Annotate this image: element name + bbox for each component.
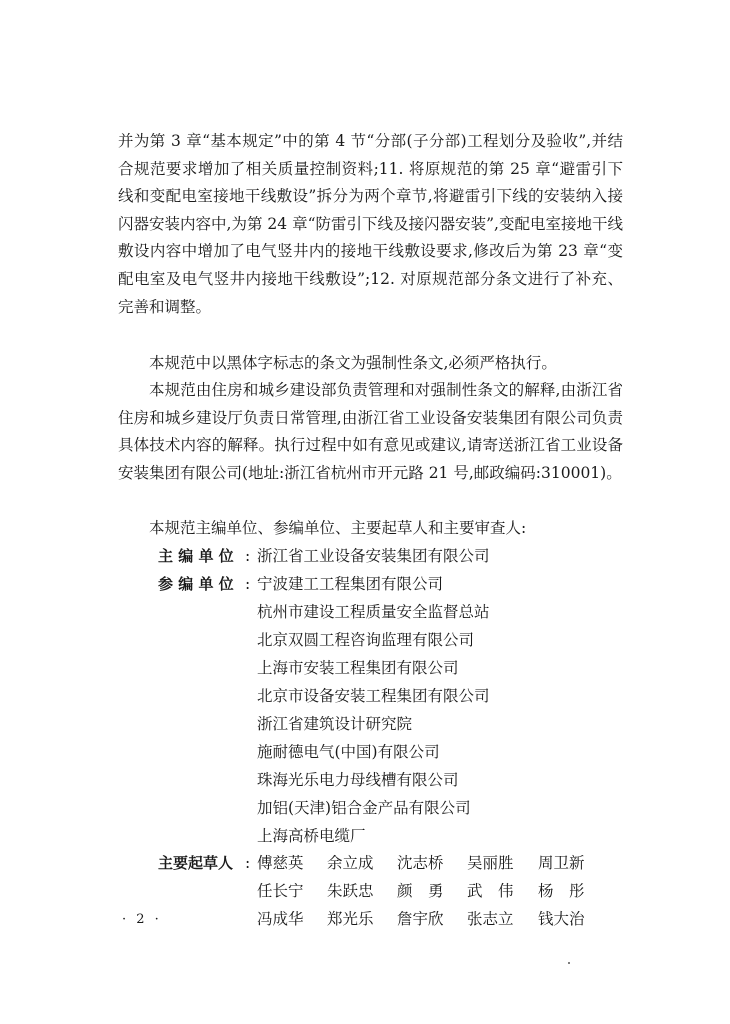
drafter-name: 朱跃忠 bbox=[327, 882, 374, 900]
participating-units-colon: : bbox=[245, 575, 251, 593]
participating-unit: 北京市设备安装工程集团有限公司 bbox=[257, 687, 490, 705]
chief-unit-value: 浙江省工业设备安装集团有限公司 bbox=[257, 547, 490, 565]
drafter-name: 沈志桥 bbox=[397, 854, 444, 872]
drafters-colon: : bbox=[245, 854, 251, 872]
participating-unit: 杭州市建设工程质量安全监督总站 bbox=[257, 603, 490, 621]
paragraph-list-intro: 本规范主编单位、参编单位、主要起草人和主要审查人: bbox=[149, 519, 527, 537]
participating-unit: 珠海光乐电力母线槽有限公司 bbox=[257, 771, 459, 789]
participating-unit: 上海市安装工程集团有限公司 bbox=[257, 659, 459, 677]
paragraph-management: 本规范由住房和城乡建设部负责管理和对强制性条文的解释,由浙江省住房和城乡建设厅负责日常管理,由浙江省工业设备安装集团有限公司负责具体技术内容的解释。执行过程中如有意见或建议,请寄送浙江省工业设备安装集团有限公司(地址:浙江省杭州市开元路 21 号,邮政编码:310001)。 bbox=[118, 381, 623, 482]
scan-speck bbox=[568, 962, 570, 964]
drafter-name: 武 伟 bbox=[467, 882, 514, 900]
participating-unit: 上海高桥电缆厂 bbox=[257, 827, 366, 845]
drafter-name: 张志立 bbox=[467, 910, 514, 928]
paragraph-mandatory-clauses: 本规范中以黑体字标志的条文为强制性条文,必须严格执行。 bbox=[149, 354, 557, 372]
participating-unit: 北京双圆工程咨询监理有限公司 bbox=[257, 631, 475, 649]
drafter-name: 詹宇欣 bbox=[397, 910, 444, 928]
participating-units-row bbox=[0, 570, 730, 598]
drafters-row bbox=[0, 849, 730, 877]
drafter-name: 任长宁 bbox=[257, 882, 304, 900]
page-number: · 2 · bbox=[122, 912, 162, 927]
participating-unit: 加铝(天津)铝合金产品有限公司 bbox=[257, 799, 471, 817]
participating-unit: 宁波建工工程集团有限公司 bbox=[257, 575, 444, 593]
chief-unit-colon: : bbox=[245, 547, 251, 565]
participating-unit: 施耐德电气(中国)有限公司 bbox=[257, 743, 440, 761]
drafter-name: 余立成 bbox=[327, 854, 374, 872]
drafter-name: 周卫新 bbox=[538, 854, 585, 872]
chief-unit-label: 主 编 单 位 bbox=[158, 547, 234, 565]
chief-unit-row bbox=[0, 542, 730, 570]
participating-units-label: 参 编 单 位 bbox=[158, 575, 234, 593]
drafters-label: 主要起草人 bbox=[158, 854, 234, 872]
paragraph-continuation: 并为第 3 章“基本规定”中的第 4 节“分部(子分部)工程划分及验收”,并结合规范要求增加了相关质量控制资料;11. 将原规范的第 25 章“避雷引下线和变配电室接地干线敷设”拆分为两个章节,将避雷引下线的安装纳入接闪器安装内容中,为第 24 章“防雷引下线及接闪器安装”,变配电室接地干线敷设内容中增加了电气竖井内的接地干线敷设要求,修改后为第 23 章“变配电室及电气竖井内接地干线敷设”;12. 对原规范部分条文进行了补充、完善和调整。 bbox=[118, 132, 623, 316]
drafter-name: 颜 勇 bbox=[397, 882, 444, 900]
drafter-name: 傅慈英 bbox=[257, 854, 304, 872]
drafters-row bbox=[0, 905, 730, 933]
drafter-name: 冯成华 bbox=[257, 910, 304, 928]
drafter-name: 郑光乐 bbox=[327, 910, 374, 928]
participating-unit: 浙江省建筑设计研究院 bbox=[257, 715, 413, 733]
drafter-name: 杨 彤 bbox=[538, 882, 585, 900]
drafter-name: 吴丽胜 bbox=[467, 854, 514, 872]
drafters-row bbox=[0, 877, 730, 905]
drafter-name: 钱大治 bbox=[538, 910, 585, 928]
